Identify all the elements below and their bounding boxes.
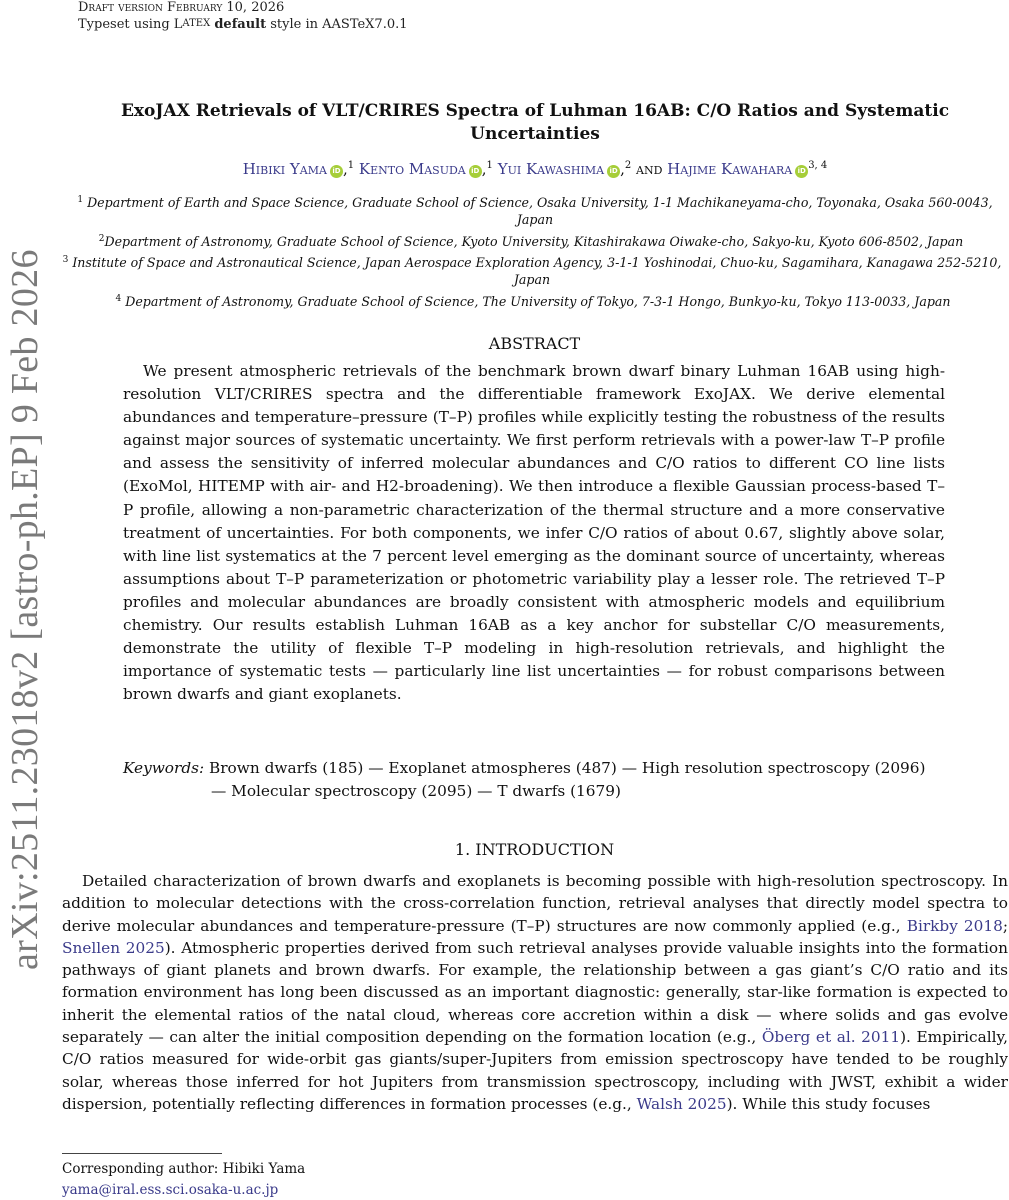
affiliation: $^4$ Department of Astronomy, Graduate School of Science, The University of Tokyo, 7-3-1 Hongo, Bunkyo-ku, Tokyo 113-0033, Japan xyxy=(115,294,951,310)
paper-title: ExoJAX Retrievals of VLT/CRIRES Spectra of Luhman 16AB: C/O Ratios and Systematic Uncertainties xyxy=(120,101,950,144)
abstract-body xyxy=(123,360,945,706)
orcid-icon[interactable]: iD xyxy=(469,165,482,178)
corresponding-author: Corresponding author: Hibiki Yama xyxy=(62,1161,306,1177)
keywords-line: — Molecular spectroscopy (2095) — T dwarfs (1679) xyxy=(211,782,621,800)
author-list: Hibiki Yama iD ,$^1$ Kento Masuda iD ,$^1$ Yui Kawashima iD ,$^2$ and Hajime Kawahara iD $^{3, 4}$ xyxy=(242,160,828,178)
abstract-text: We present atmospheric retrievals of the benchmark brown dwarf binary Luhman 16AB using high-resolution VLT/CRIRES spectra and the differentiable framework ExoJAX. We derive elemental abundances and temperature–pressure (T–P) profiles while explicitly testing the robustness of the results against major sources of systematic uncertainty. We first perform retrievals with a power-law T–P profile and assess the sensitivity of inferred molecular abundances and C/O ratios to different CO line lists (ExoMol, HITEMP with air- and H2-broadening). We then introduce a flexible Gaussian process-based T–P profile, allowing a non-parametric characterization of the thermal structure and a more conservative treatment of uncertainties. For both components, we infer C/O ratios of about 0.67, slightly above solar, with line list systematics at the 7 percent level emerging as the dominant source of uncertainty, whereas assumptions about T–P parameterization or photometric variability play a lesser role. The retrieved T–P profiles and molecular abundances are broadly consistent with atmospheric models and equilibrium chemistry. Our results establish Luhman 16AB as a key anchor for substellar C/O measurements, demonstrate the utility of flexible T–P modeling in high-resolution retrievals, and highlight the importance of systematic tests — particularly line list uncertainties — for robust comparisons between brown dwarfs and giant exoplanets. xyxy=(123,362,945,704)
citation-link[interactable]: Walsh 2025 xyxy=(636,1094,727,1113)
affiliation: $^3$ Institute of Space and Astronautical Science, Japan Aerospace Exploration Agency, 3-1-1 Yoshinodai, Chuo-ku, Sagamihara, Kanagawa 252-5210, Japan xyxy=(62,255,1002,288)
draft-version: Draft version February 10, 2026 xyxy=(78,0,285,15)
and-conjunction: and xyxy=(636,160,663,178)
orcid-icon[interactable]: iD xyxy=(330,165,343,178)
author-name[interactable]: Hibiki Yama xyxy=(242,160,327,178)
abstract-heading: ABSTRACT xyxy=(488,334,581,353)
citation-link[interactable]: Öberg et al. 2011 xyxy=(761,1028,901,1047)
email-link[interactable]: yama@iral.ess.sci.osaka-u.ac.jp xyxy=(62,1182,279,1198)
affiliation: $^1$ Department of Earth and Space Science, Graduate School of Science, Osaka University, 1-1 Machikaneyama-cho, Toyonaka, Osaka 560-0043, Japan xyxy=(77,195,993,228)
affiliation: $^2$Department of Astronomy, Graduate School of Science, Kyoto University, Kitashirakawa Oiwake-cho, Sakyo-ku, Kyoto 606-8502, Japan xyxy=(98,234,964,250)
typeset-line: Typeset using LATEX default style in AASTeX7.0.1 xyxy=(78,17,408,32)
orcid-icon[interactable]: iD xyxy=(607,165,620,178)
footnote-divider xyxy=(62,1153,222,1154)
author-name[interactable]: Yui Kawashima xyxy=(497,160,605,178)
introduction-body xyxy=(62,870,1008,1115)
intro-paragraph: Detailed characterization of brown dwarfs and exoplanets is becoming possible with high-resolution spectroscopy. In addition to molecular detections with the cross-correlation function, retrieval analyses that directly model spectra to derive molecular abundances and temperature-pressure (T–P) structures are now commonly applied (e.g., Birkby 2018; Snellen 2025). Atmospheric properties derived from such retrieval analyses provide valuable insights into the formation pathways of giant planets and brown dwarfs. For example, the relationship between a gas giant’s C/O ratio and its formation environment has long been discussed as an important diagnostic: generally, star-like formation is expected to inherit the elemental ratios of the natal cloud, whereas core accretion within a disk — where solids and gas evolve separately — can alter the initial composition depending on the formation location (e.g., Öberg et al. 2011). Empirically, C/O ratios measured for wide-orbit gas giants/super-Jupiters from emission spectroscopy have tended to be roughly solar, whereas those inferred for hot Jupiters from transmission spectroscopy, including with JWST, exhibit a wider dispersion, potentially reflecting differences in formation processes (e.g., Walsh 2025). While this study focuses xyxy=(62,872,1008,1113)
author-name[interactable]: Hajime Kawahara xyxy=(667,160,793,178)
citation-link[interactable]: Snellen 2025 xyxy=(62,938,165,957)
keywords xyxy=(123,757,945,803)
author-name[interactable]: Kento Masuda xyxy=(358,160,466,178)
arxiv-identifier-stamp: arXiv:2511.23018v2 [astro-ph.EP] 9 Feb 2026 xyxy=(4,249,46,970)
header-meta xyxy=(78,0,408,33)
section-heading: 1. INTRODUCTION xyxy=(454,840,615,859)
citation-link[interactable]: Birkby 2018 xyxy=(906,916,1003,935)
keywords-line: Keywords: Brown dwarfs (185) — Exoplanet atmospheres (487) — High resolution spectroscopy (2096) xyxy=(123,759,926,777)
orcid-icon[interactable]: iD xyxy=(795,165,808,178)
